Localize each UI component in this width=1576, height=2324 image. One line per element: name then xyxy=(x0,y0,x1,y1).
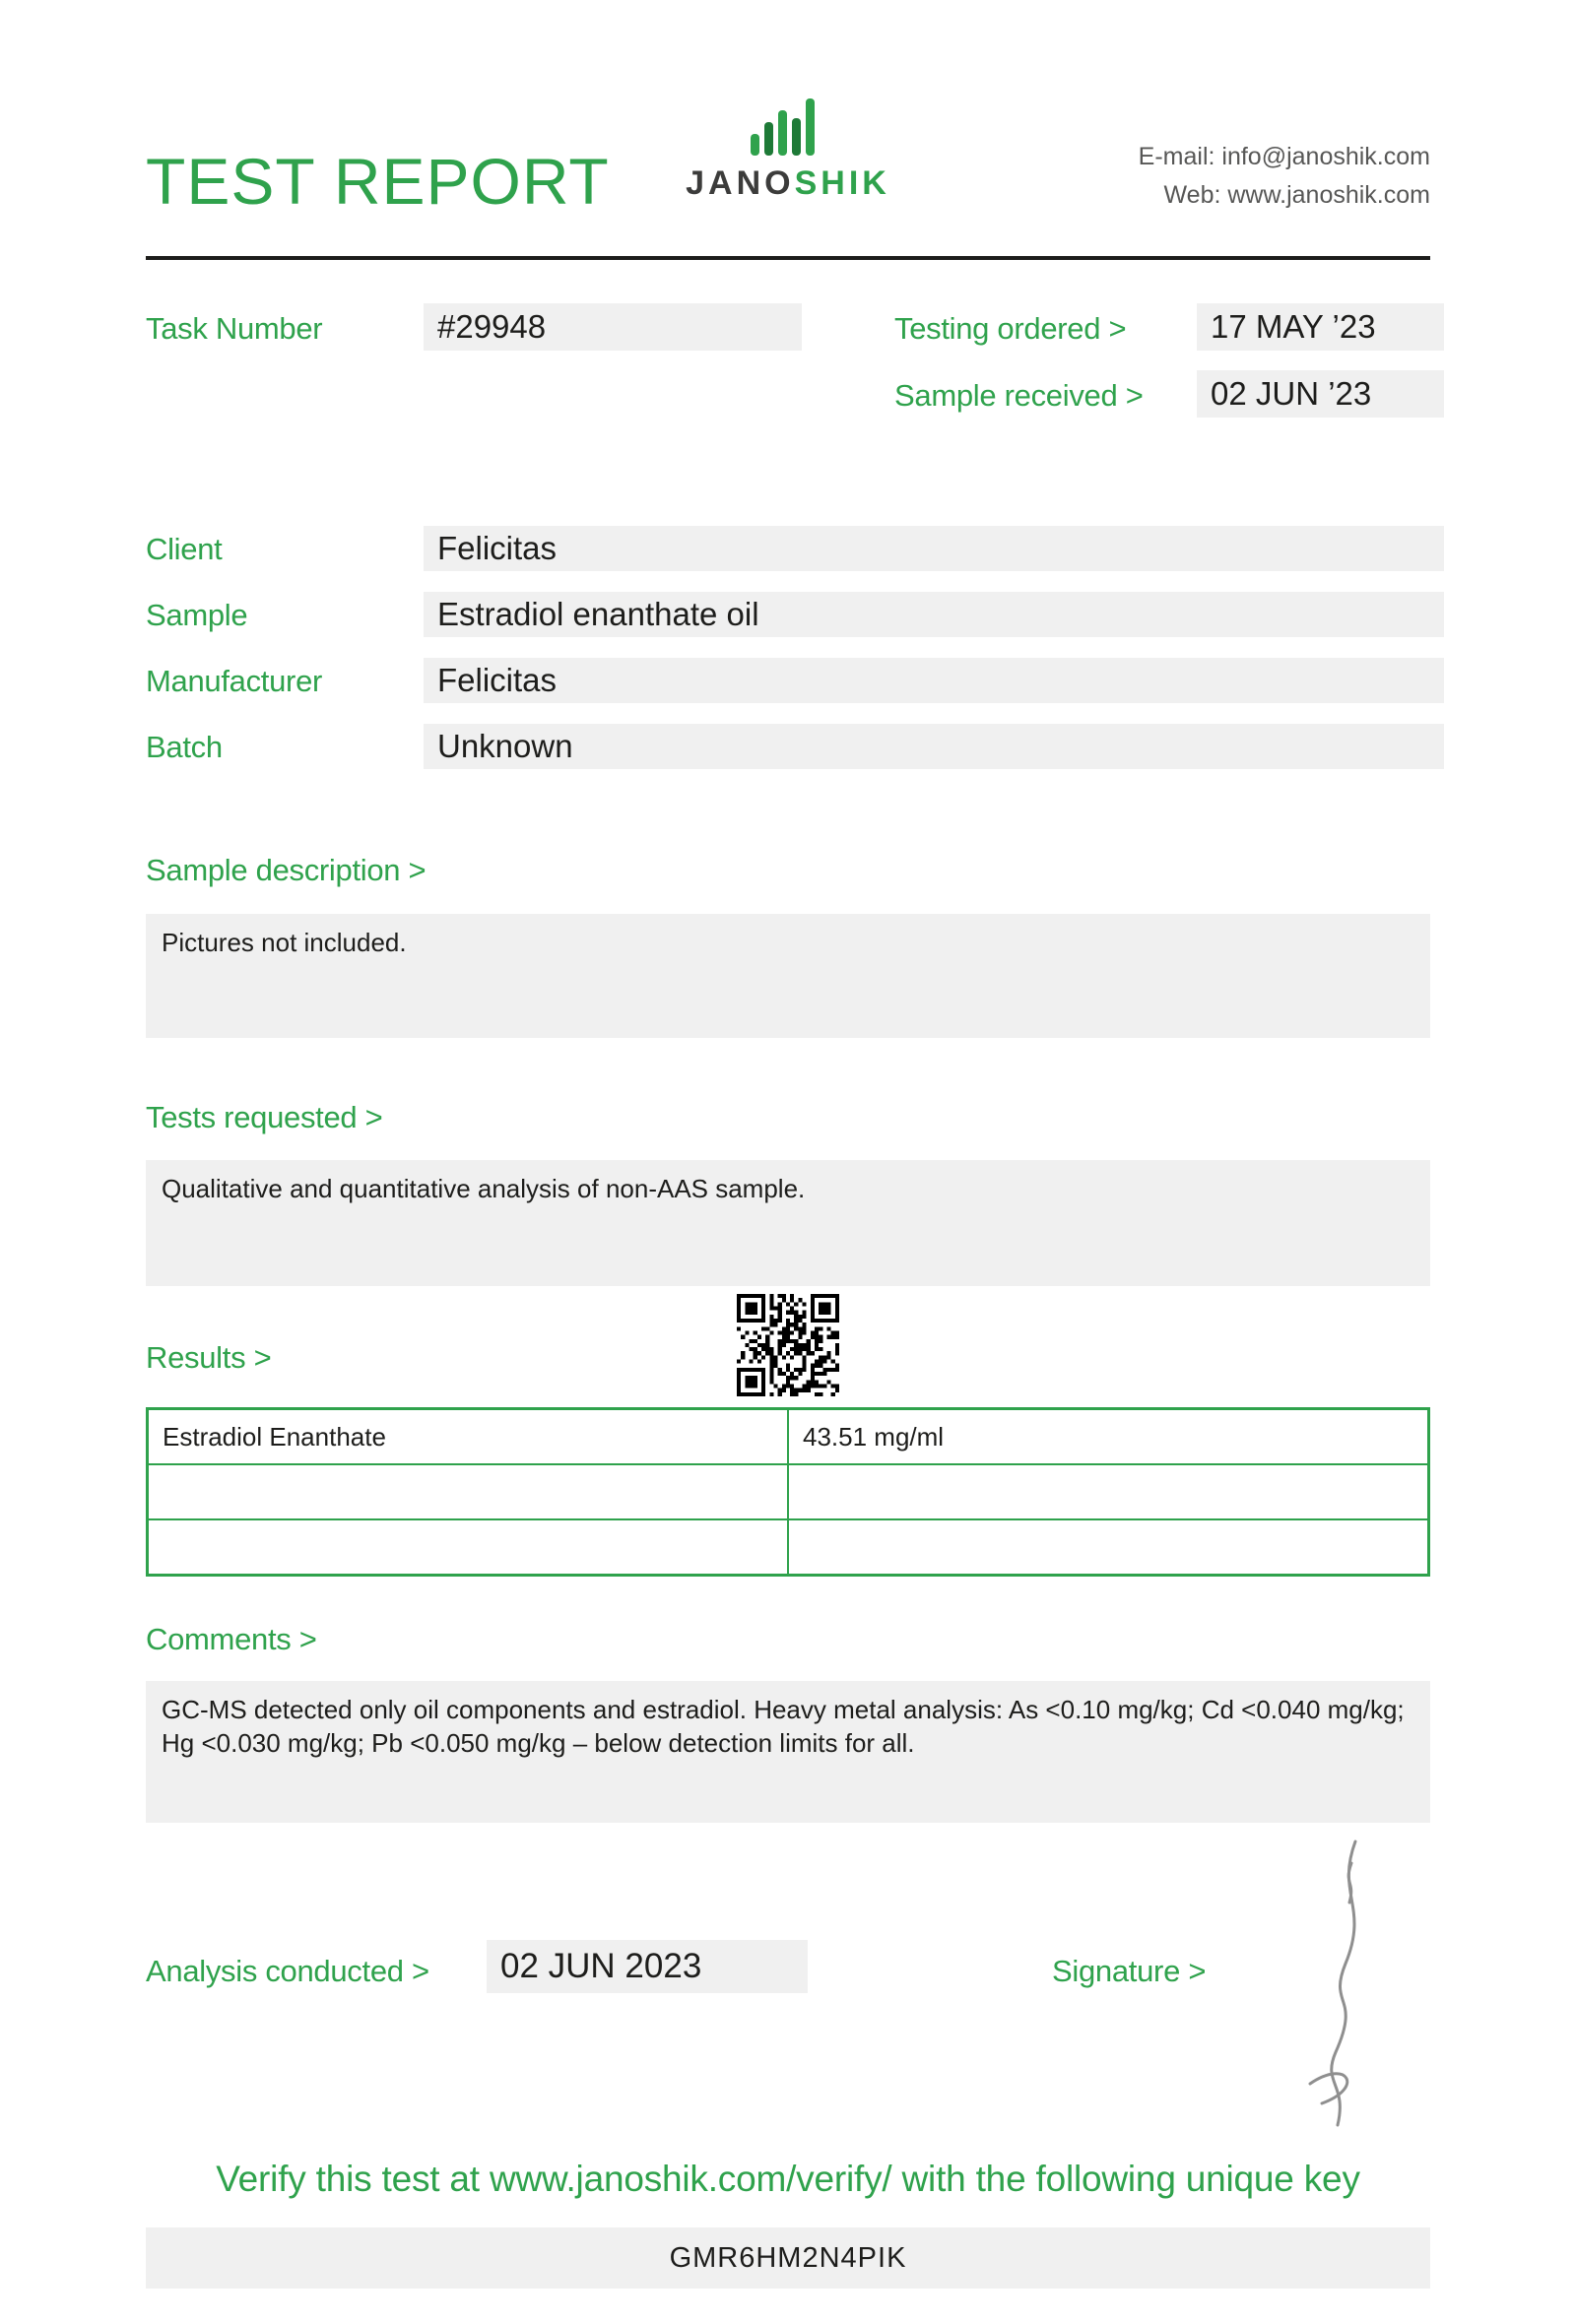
results-row xyxy=(148,1409,1429,1465)
logo-wordmark xyxy=(650,164,926,203)
sample-description-text: Pictures not included. xyxy=(146,914,1430,1038)
email-line: E-mail: info@janoshik.com xyxy=(1138,143,1430,170)
batch-value: Unknown xyxy=(424,724,1444,769)
tests-requested-heading: Tests requested > xyxy=(146,1100,383,1134)
testing-ordered-value: 17 MAY ’23 xyxy=(1197,303,1444,351)
verify-instruction: Verify this test at www.janoshik.com/verify/ with the following unique key xyxy=(216,2159,1360,2199)
client-label: Client xyxy=(146,532,223,566)
result-substance xyxy=(148,1464,789,1519)
analysis-conducted-value: 02 JUN 2023 xyxy=(487,1940,808,1993)
testing-ordered-label: Testing ordered > xyxy=(894,311,1127,346)
result-substance xyxy=(148,1519,789,1576)
comments-heading: Comments > xyxy=(146,1622,317,1656)
sample-description-heading: Sample description > xyxy=(146,853,427,887)
batch-label: Batch xyxy=(146,730,223,764)
logo-wordmark-shik: SHIK xyxy=(794,164,890,202)
result-value xyxy=(788,1519,1429,1576)
manufacturer-value: Felicitas xyxy=(424,658,1444,703)
result-substance: Estradiol Enanthate xyxy=(148,1409,789,1465)
sample-label: Sample xyxy=(146,598,248,632)
results-row xyxy=(148,1464,1429,1519)
signature-image xyxy=(1261,1834,1409,2143)
logo-wordmark-jano: JANO xyxy=(686,164,795,202)
comments-text: GC-MS detected only oil components and estradiol. Heavy metal analysis: As <0.10 mg/kg; Cd <0.040 mg/kg; Hg <0.030 mg/kg; Pb <0.050 mg/kg – below detection limits for all. xyxy=(146,1681,1430,1823)
result-value xyxy=(788,1464,1429,1519)
sample-value: Estradiol enanthate oil xyxy=(424,592,1444,637)
results-heading: Results > xyxy=(146,1340,272,1375)
result-value: 43.51 mg/ml xyxy=(788,1409,1429,1465)
results-row xyxy=(148,1519,1429,1576)
web-line: Web: www.janoshik.com xyxy=(1163,181,1430,209)
header-divider xyxy=(146,256,1430,260)
analysis-conducted-label: Analysis conducted > xyxy=(146,1954,429,1988)
janoshik-logo xyxy=(650,95,926,203)
task-number-label: Task Number xyxy=(146,311,323,346)
task-number-value: #29948 xyxy=(424,303,802,351)
tests-requested-text: Qualitative and quantitative analysis of non-AAS sample. xyxy=(146,1160,1430,1286)
page-title: TEST REPORT xyxy=(146,145,610,218)
sample-received-label: Sample received > xyxy=(894,378,1144,413)
verify-key: GMR6HM2N4PIK xyxy=(146,2227,1430,2289)
qr-code xyxy=(737,1294,839,1396)
bar-chart-logo-icon xyxy=(743,95,833,158)
manufacturer-label: Manufacturer xyxy=(146,664,323,698)
client-value: Felicitas xyxy=(424,526,1444,571)
contact-info xyxy=(1139,138,1430,215)
signature-label: Signature > xyxy=(1052,1954,1207,1988)
results-table xyxy=(146,1407,1430,1577)
sample-received-value: 02 JUN ’23 xyxy=(1197,370,1444,418)
